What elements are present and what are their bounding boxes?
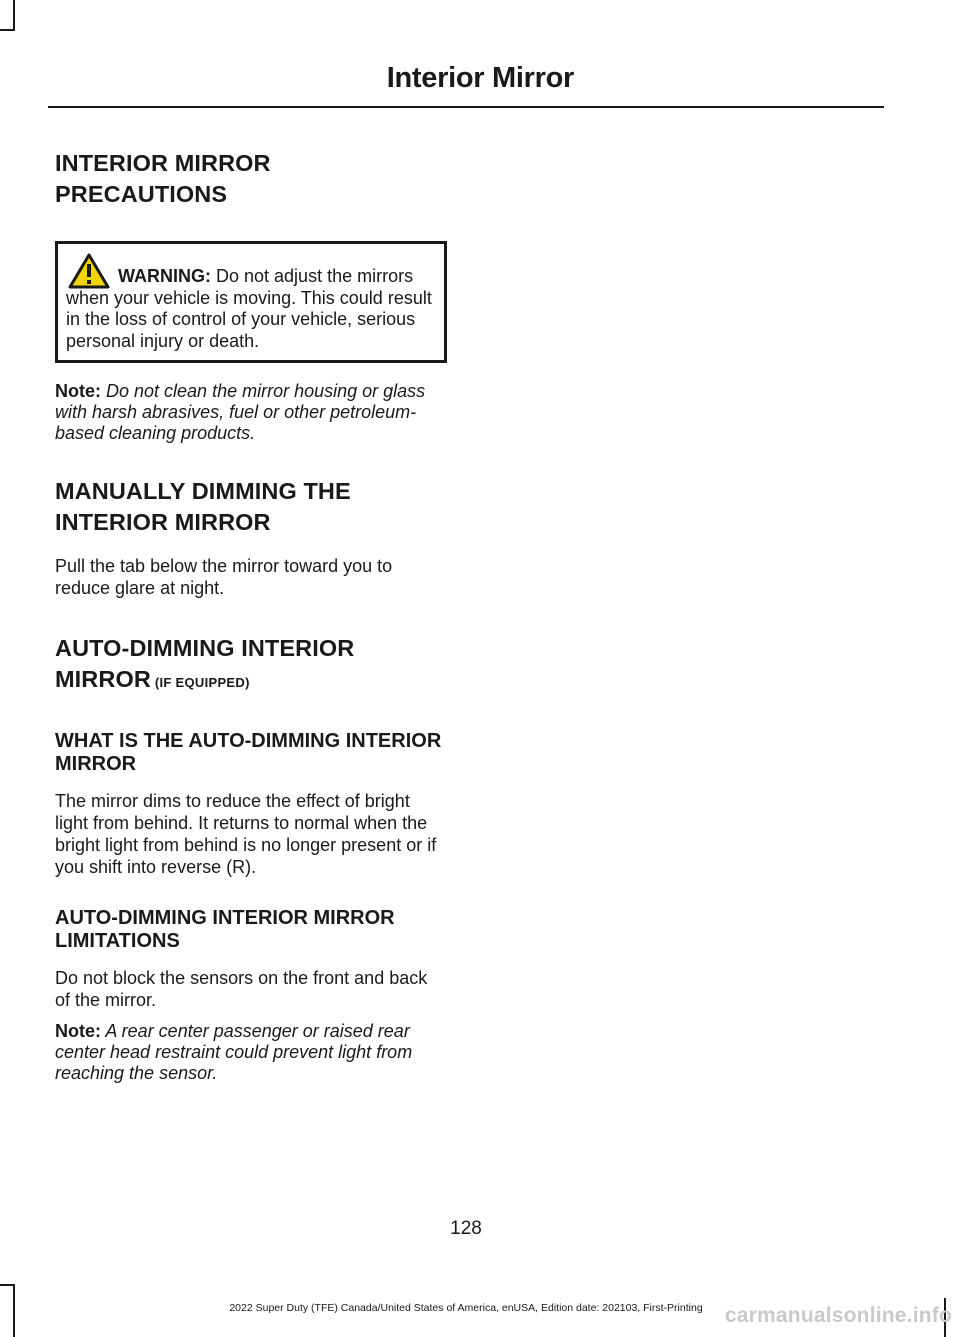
note-text: Do not clean the mirror housing or glass with harsh abrasives, fuel or other petroleum-based cleaning products. xyxy=(55,381,426,443)
crop-mark-bottom-left-horizontal xyxy=(0,1284,15,1286)
heading-line: MIRROR xyxy=(55,666,151,692)
heading-line: MANUALLY DIMMING THE xyxy=(55,478,351,504)
page-number: 128 xyxy=(450,1218,482,1239)
limitations-note xyxy=(55,1021,447,1084)
watermark-text: carmanualsonline.info xyxy=(724,1304,952,1327)
subheading-what-is: WHAT IS THE AUTO-DIMMING INTERIOR MIRROR xyxy=(55,730,442,775)
crop-mark-top-left-vertical xyxy=(13,0,15,30)
limitations-body: Do not block the sensors on the front and back of the mirror. xyxy=(55,968,428,1010)
page-header-title: Interior Mirror xyxy=(386,62,574,94)
heading-line: INTERIOR MIRROR xyxy=(55,509,271,535)
heading-line: AUTO-DIMMING INTERIOR xyxy=(55,635,355,661)
subheading-limitations: AUTO-DIMMING INTERIOR MIRROR LIMITATIONS xyxy=(55,907,395,952)
heading-line: PRECAUTIONS xyxy=(55,181,228,207)
heading-line: INTERIOR MIRROR xyxy=(55,150,271,176)
note-text: A rear center passenger or raised rear center head restraint could prevent light from reaching the sensor. xyxy=(55,1021,413,1083)
content-column xyxy=(55,148,447,1084)
warning-triangle-icon xyxy=(67,252,111,290)
crop-mark-top-left-horizontal xyxy=(0,29,15,31)
warning-box xyxy=(55,241,447,363)
warning-label: WARNING: xyxy=(118,266,211,286)
section-heading-auto-dimming xyxy=(55,633,447,698)
note-label: Note: xyxy=(55,1021,101,1041)
what-is-body: The mirror dims to reduce the effect of bright light from behind. It returns to normal when the bright light from behind is no longer present or if you shift into reverse (R). xyxy=(55,791,437,877)
edition-footer: 2022 Super Duty (TFE) Canada/United States of America, enUSA, Edition date: 202103, First-Printing xyxy=(229,1302,703,1314)
warning-text: Do not adjust the mirrors when your vehicle is moving. This could result in the loss of control of your vehicle, serious personal injury or death. xyxy=(66,266,432,351)
header-divider xyxy=(48,106,884,108)
section-heading-manual-dimming xyxy=(55,476,447,538)
section-heading-precautions xyxy=(55,148,447,210)
if-equipped-label: (IF EQUIPPED) xyxy=(150,675,250,690)
manual-dimming-body: Pull the tab below the mirror toward you to reduce glare at night. xyxy=(55,556,393,598)
precautions-note xyxy=(55,381,447,444)
note-label: Note: xyxy=(55,381,101,401)
